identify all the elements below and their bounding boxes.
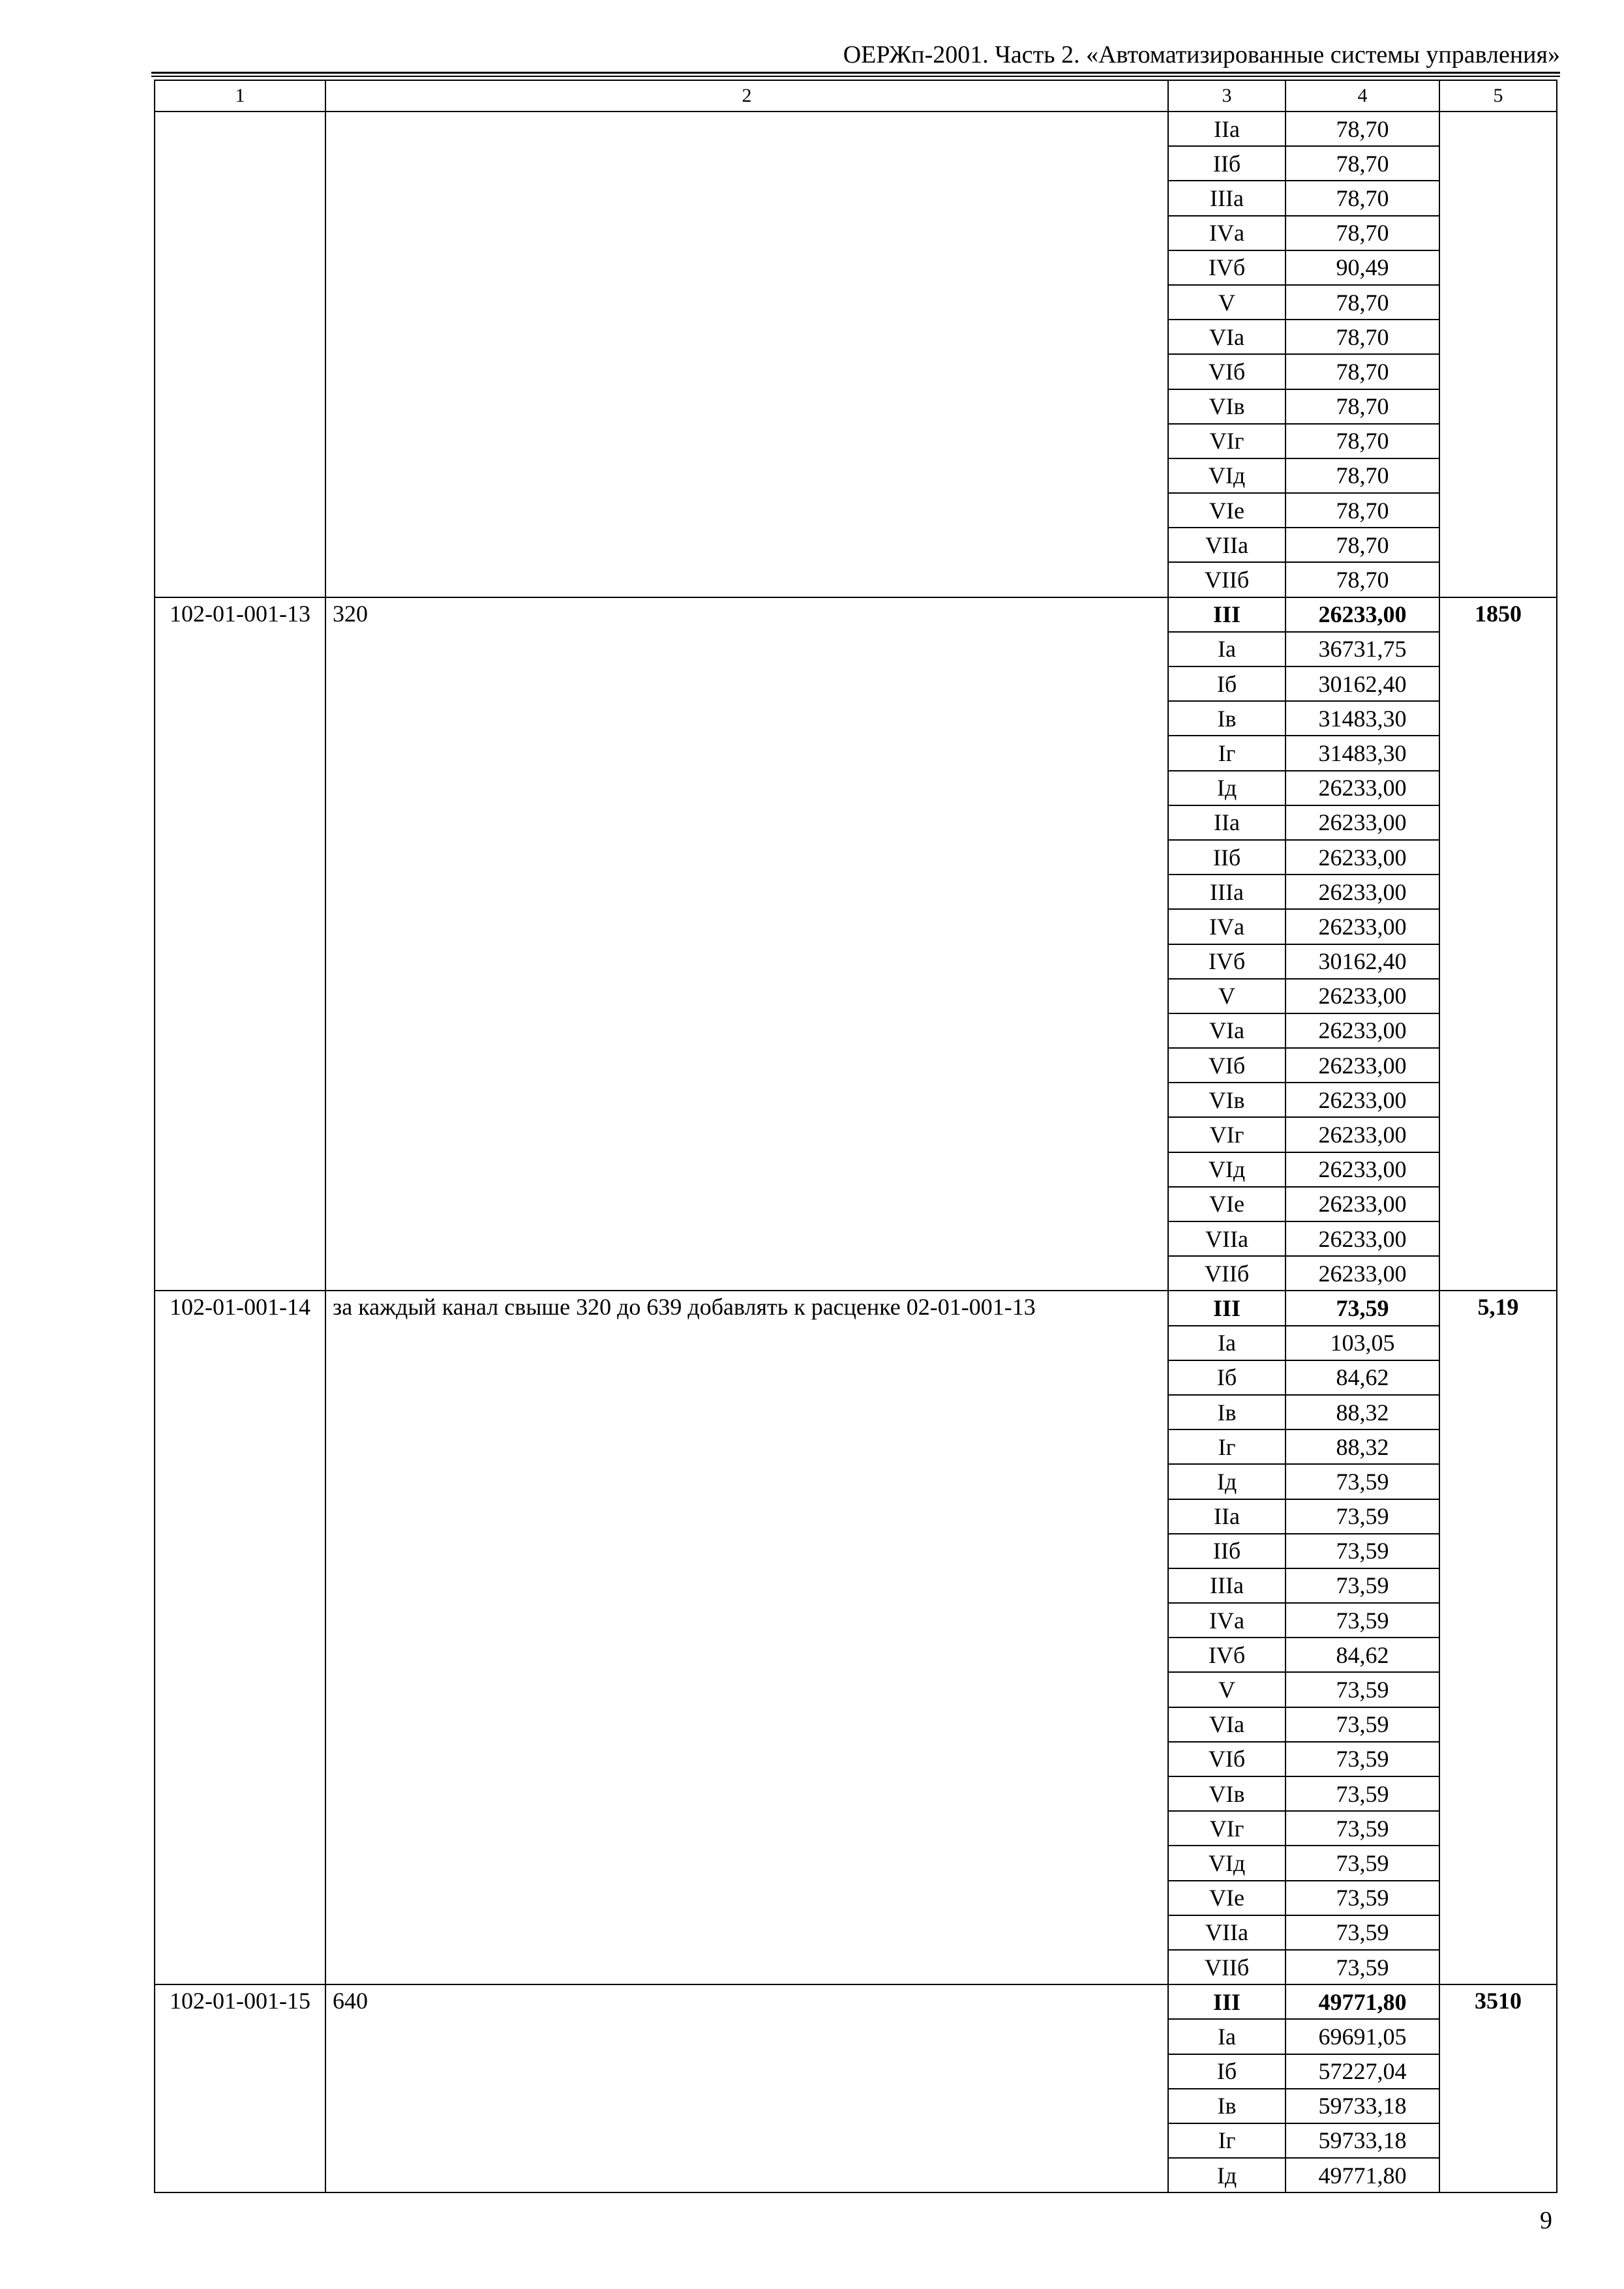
zone-cell: Iв bbox=[1168, 701, 1286, 736]
zone-cell: VIд bbox=[1168, 1846, 1286, 1880]
value-cell: 78,70 bbox=[1286, 389, 1439, 424]
zone-cell: V bbox=[1168, 1672, 1286, 1707]
value-cell: 57227,04 bbox=[1286, 2054, 1439, 2089]
value-cell: 78,70 bbox=[1286, 146, 1439, 181]
value-cell: 49771,80 bbox=[1286, 2158, 1439, 2192]
value-cell: 26233,00 bbox=[1286, 979, 1439, 1013]
value-cell: 90,49 bbox=[1286, 250, 1439, 285]
zone-cell: VIд bbox=[1168, 1152, 1286, 1187]
value-cell: 73,59 bbox=[1286, 1672, 1439, 1707]
value-cell: 88,32 bbox=[1286, 1395, 1439, 1429]
header-rule-thin bbox=[151, 76, 1560, 77]
zone-cell: VIб bbox=[1168, 1742, 1286, 1776]
zone-cell: Iб bbox=[1168, 1360, 1286, 1395]
zone-cell: VIв bbox=[1168, 1083, 1286, 1117]
zone-cell: IIб bbox=[1168, 146, 1286, 181]
table-row bbox=[155, 1984, 1557, 2019]
zone-cell: VIг bbox=[1168, 1117, 1286, 1152]
zone-cell: VIб bbox=[1168, 1048, 1286, 1083]
item-code-cell bbox=[155, 112, 325, 597]
value-cell: 26233,00 bbox=[1286, 1152, 1439, 1187]
item-col5-cell bbox=[1439, 112, 1557, 597]
zone-cell: Iа bbox=[1168, 1326, 1286, 1360]
value-cell: 73,59 bbox=[1286, 1881, 1439, 1915]
value-cell: 78,70 bbox=[1286, 354, 1439, 389]
column-number: 4 bbox=[1286, 80, 1439, 112]
page-number: 9 bbox=[1540, 2207, 1552, 2234]
table-row bbox=[155, 1291, 1557, 1325]
zone-cell: VIе bbox=[1168, 1187, 1286, 1221]
header-rule bbox=[151, 72, 1560, 74]
zone-cell: IIIа bbox=[1168, 181, 1286, 215]
zone-cell: VIе bbox=[1168, 1881, 1286, 1915]
value-cell: 78,70 bbox=[1286, 424, 1439, 458]
page-header-title: ОЕРЖп-2001. Часть 2. «Автоматизированные системы управления» bbox=[843, 41, 1560, 68]
zone-cell: VIе bbox=[1168, 493, 1286, 528]
value-cell: 73,59 bbox=[1286, 1846, 1439, 1880]
value-cell: 73,59 bbox=[1286, 1464, 1439, 1499]
zone-cell: V bbox=[1168, 285, 1286, 320]
value-cell: 26233,00 bbox=[1286, 1256, 1439, 1291]
value-cell: 26233,00 bbox=[1286, 1117, 1439, 1152]
item-code: 102-01-001-13 bbox=[155, 597, 325, 1291]
value-cell: 26233,00 bbox=[1286, 1048, 1439, 1083]
value-cell: 84,62 bbox=[1286, 1360, 1439, 1395]
value-cell: 78,70 bbox=[1286, 562, 1439, 597]
zone-cell: Iд bbox=[1168, 771, 1286, 805]
value-cell: 73,59 bbox=[1286, 1742, 1439, 1776]
value-cell: 49771,80 bbox=[1286, 1984, 1439, 2019]
column-number: 2 bbox=[325, 80, 1168, 112]
zone-cell: IVб bbox=[1168, 1638, 1286, 1672]
zone-cell: Iд bbox=[1168, 1464, 1286, 1499]
item-code: 102-01-001-15 bbox=[155, 1984, 325, 2192]
zone-cell: IIб bbox=[1168, 840, 1286, 875]
item-col5: 5,19 bbox=[1439, 1291, 1557, 1984]
value-cell: 36731,75 bbox=[1286, 632, 1439, 666]
value-cell: 26233,00 bbox=[1286, 1013, 1439, 1048]
zone-cell: VIIа bbox=[1168, 1221, 1286, 1256]
value-cell: 26233,00 bbox=[1286, 840, 1439, 875]
value-cell: 26233,00 bbox=[1286, 771, 1439, 805]
zone-cell: VIв bbox=[1168, 1776, 1286, 1811]
zone-cell: III bbox=[1168, 597, 1286, 632]
zone-cell: Iг bbox=[1168, 2123, 1286, 2158]
zone-cell: Iб bbox=[1168, 2054, 1286, 2089]
zone-cell: Iв bbox=[1168, 1395, 1286, 1429]
column-number: 1 bbox=[155, 80, 325, 112]
value-cell: 73,59 bbox=[1286, 1534, 1439, 1568]
zone-cell: V bbox=[1168, 979, 1286, 1013]
zone-cell: IVа bbox=[1168, 1603, 1286, 1638]
zone-cell: VIа bbox=[1168, 1707, 1286, 1742]
value-cell: 73,59 bbox=[1286, 1499, 1439, 1534]
table-row bbox=[155, 112, 1557, 146]
value-cell: 78,70 bbox=[1286, 493, 1439, 528]
zone-cell: IVа bbox=[1168, 216, 1286, 250]
item-col5: 1850 bbox=[1439, 597, 1557, 1291]
zone-cell: VIIб bbox=[1168, 1950, 1286, 1984]
zone-cell: III bbox=[1168, 1984, 1286, 2019]
item-code: 102-01-001-14 bbox=[155, 1291, 325, 1984]
value-cell: 73,59 bbox=[1286, 1291, 1439, 1325]
value-cell: 78,70 bbox=[1286, 285, 1439, 320]
zone-cell: VIIб bbox=[1168, 562, 1286, 597]
value-cell: 88,32 bbox=[1286, 1429, 1439, 1464]
value-cell: 73,59 bbox=[1286, 1603, 1439, 1638]
column-number: 5 bbox=[1439, 80, 1557, 112]
zone-cell: Iд bbox=[1168, 2158, 1286, 2192]
value-cell: 69691,05 bbox=[1286, 2019, 1439, 2054]
value-cell: 84,62 bbox=[1286, 1638, 1439, 1672]
value-cell: 26233,00 bbox=[1286, 1187, 1439, 1221]
zone-cell: VIг bbox=[1168, 1811, 1286, 1846]
zone-cell: III bbox=[1168, 1291, 1286, 1325]
zone-cell: IIа bbox=[1168, 805, 1286, 840]
item-description: 640 bbox=[325, 1984, 1168, 2192]
rates-table bbox=[154, 80, 1557, 2193]
zone-cell: VIа bbox=[1168, 1013, 1286, 1048]
zone-cell: IVа bbox=[1168, 909, 1286, 944]
value-cell: 26233,00 bbox=[1286, 1083, 1439, 1117]
item-description: 320 bbox=[325, 597, 1168, 1291]
zone-cell: IIа bbox=[1168, 112, 1286, 146]
value-cell: 78,70 bbox=[1286, 112, 1439, 146]
value-cell: 73,59 bbox=[1286, 1776, 1439, 1811]
zone-cell: Iг bbox=[1168, 1429, 1286, 1464]
value-cell: 78,70 bbox=[1286, 458, 1439, 493]
value-cell: 73,59 bbox=[1286, 1568, 1439, 1603]
value-cell: 73,59 bbox=[1286, 1707, 1439, 1742]
value-cell: 26233,00 bbox=[1286, 805, 1439, 840]
zone-cell: IVб bbox=[1168, 944, 1286, 979]
zone-cell: Iа bbox=[1168, 632, 1286, 666]
value-cell: 73,59 bbox=[1286, 1915, 1439, 1950]
item-description: за каждый канал свыше 320 до 639 добавлять к расценке 02-01-001-13 bbox=[325, 1291, 1168, 1984]
zone-cell: IIIа bbox=[1168, 1568, 1286, 1603]
column-number: 3 bbox=[1168, 80, 1286, 112]
value-cell: 26233,00 bbox=[1286, 1221, 1439, 1256]
zone-cell: VIIб bbox=[1168, 1256, 1286, 1291]
value-cell: 26233,00 bbox=[1286, 909, 1439, 944]
value-cell: 73,59 bbox=[1286, 1811, 1439, 1846]
value-cell: 59733,18 bbox=[1286, 2089, 1439, 2123]
value-cell: 26233,00 bbox=[1286, 875, 1439, 909]
zone-cell: IIа bbox=[1168, 1499, 1286, 1534]
zone-cell: IIб bbox=[1168, 1534, 1286, 1568]
zone-cell: VIб bbox=[1168, 354, 1286, 389]
value-cell: 31483,30 bbox=[1286, 701, 1439, 736]
zone-cell: VIIа bbox=[1168, 528, 1286, 562]
zone-cell: VIд bbox=[1168, 458, 1286, 493]
zone-cell: VIIа bbox=[1168, 1915, 1286, 1950]
zone-cell: IIIа bbox=[1168, 875, 1286, 909]
zone-cell: Iв bbox=[1168, 2089, 1286, 2123]
zone-cell: Iг bbox=[1168, 736, 1286, 770]
value-cell: 78,70 bbox=[1286, 181, 1439, 215]
zone-cell: Iа bbox=[1168, 2019, 1286, 2054]
value-cell: 78,70 bbox=[1286, 320, 1439, 354]
value-cell: 59733,18 bbox=[1286, 2123, 1439, 2158]
zone-cell: Iб bbox=[1168, 666, 1286, 701]
zone-cell: VIг bbox=[1168, 424, 1286, 458]
zone-cell: VIа bbox=[1168, 320, 1286, 354]
rates-table-body bbox=[155, 80, 1557, 2192]
column-number-row bbox=[155, 80, 1557, 112]
value-cell: 78,70 bbox=[1286, 216, 1439, 250]
value-cell: 31483,30 bbox=[1286, 736, 1439, 770]
value-cell: 30162,40 bbox=[1286, 944, 1439, 979]
value-cell: 30162,40 bbox=[1286, 666, 1439, 701]
zone-cell: VIв bbox=[1168, 389, 1286, 424]
value-cell: 78,70 bbox=[1286, 528, 1439, 562]
zone-cell: IVб bbox=[1168, 250, 1286, 285]
value-cell: 26233,00 bbox=[1286, 597, 1439, 632]
table-row bbox=[155, 597, 1557, 632]
item-col5: 3510 bbox=[1439, 1984, 1557, 2192]
value-cell: 73,59 bbox=[1286, 1950, 1439, 1984]
value-cell: 103,05 bbox=[1286, 1326, 1439, 1360]
item-description-cell bbox=[325, 112, 1168, 597]
